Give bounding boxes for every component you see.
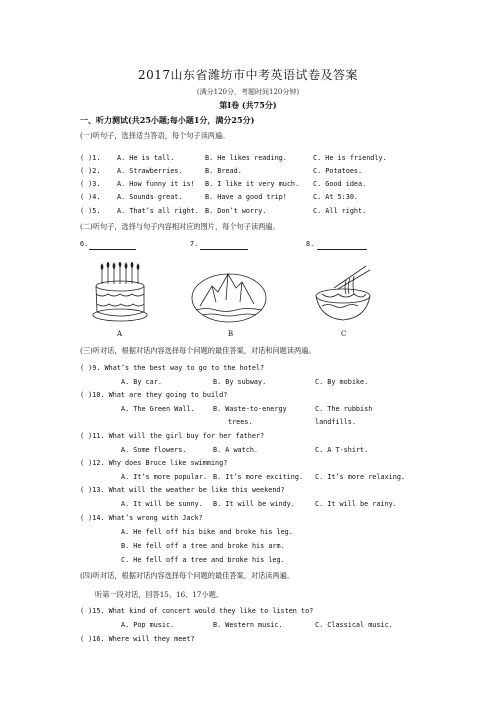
- q12-option-a: A. It’s more popular.: [121, 473, 207, 481]
- q1-option-b: B. He likes reading.: [205, 154, 287, 162]
- q11-stem: ( )11. What will the girl buy for her father?: [80, 432, 265, 440]
- q4-option-c: C. At 5:30.: [313, 193, 359, 201]
- q11-option-a: A. Some flowers.: [121, 446, 187, 454]
- picture-c-label: C: [341, 330, 347, 338]
- q15-stem: ( )15. What kind of concert would they like to listen to?: [80, 607, 314, 615]
- q3-option-b: B. I like it very much.: [205, 180, 300, 188]
- q2-number: ( )2.: [80, 167, 101, 175]
- q11-option-c: C. A T-shirt.: [315, 446, 369, 454]
- q5-option-a: A. That’s all right.: [117, 207, 199, 215]
- q4-option-a: A. Sounds great.: [117, 193, 183, 201]
- q10-option-c: C. The rubbish: [315, 405, 373, 413]
- q15-option-b: B. Western music.: [213, 621, 283, 629]
- q13-option-c: C. It will be rainy.: [315, 500, 397, 508]
- q15-option-a: A. Pop music.: [121, 621, 175, 629]
- q2-option-c: C. Potatoes.: [313, 167, 363, 175]
- q16-stem: ( )16. Where will they meet?: [80, 635, 195, 643]
- q2-option-b: B. Bread.: [205, 167, 242, 175]
- part3-instruction: (三)听对话，根据对话内容选择每个问题的最佳答案，对话和问题读两遍。: [80, 346, 316, 355]
- part2-instruction: (二)听句子，选择与句子内容相对应的图片，每个句子读两遍。: [80, 222, 280, 231]
- noodle-bowl-picture: [312, 262, 374, 324]
- q1-number: ( )1.: [80, 154, 101, 162]
- q1-option-a: A. He is tall.: [117, 154, 175, 162]
- q1-option-c: C. He is friendly.: [313, 154, 387, 162]
- part1-instruction: (一)听句子，选择适当答语，每个句子读两遍。: [80, 131, 230, 140]
- q12-stem: ( )12. Why does Bruce like swimming?: [80, 459, 228, 467]
- q13-stem: ( )13. What will the weather be like this weekend?: [80, 486, 285, 494]
- q13-option-a: A. It will be sunny.: [121, 500, 203, 508]
- q5-number: ( )5.: [80, 207, 101, 215]
- q4-option-b: B. Have a good trip!: [205, 193, 287, 201]
- q10-stem: ( )10. What are they going to build?: [80, 391, 228, 399]
- answer-blank-6[interactable]: [89, 249, 136, 250]
- part4-instruction: (四)听对话，根据对话内容选择每个问题的最佳答案，对话读两遍。: [80, 571, 295, 580]
- blank-7-number: 7.: [190, 240, 199, 248]
- q10-option-c-cont: landfills.: [315, 418, 356, 426]
- q3-number: ( )3.: [80, 180, 101, 188]
- q2-option-a: A. Strawberries.: [117, 167, 183, 175]
- birthday-cake-picture: [92, 262, 150, 324]
- q4-number: ( )4.: [80, 193, 101, 201]
- q10-option-b: B. Waste-to-energy: [213, 405, 287, 413]
- part-heading: 第Ⅰ卷 (共75分): [219, 100, 277, 110]
- section-heading: 一、听力测试(共25小题;每小题1分，满分25分): [80, 115, 255, 125]
- q10-option-a: A. The Green Wall.: [121, 405, 195, 413]
- q5-option-b: B. Don’t worry.: [205, 207, 267, 215]
- q14-option-b: B. He fell off a tree and broke his arm.: [121, 542, 285, 550]
- q9-option-c: C. By mobike.: [315, 378, 369, 386]
- q9-option-b: B. By subway.: [213, 378, 267, 386]
- q10-option-b-cont: trees.: [228, 418, 253, 426]
- q15-option-c: C. Classical music.: [315, 621, 393, 629]
- picture-b-label: B: [228, 330, 234, 338]
- page-subtitle: (满分120分，考题时间120分钟): [196, 88, 300, 96]
- answer-blank-7[interactable]: [200, 249, 248, 250]
- q3-option-a: A. How funny it is!: [117, 180, 195, 188]
- q12-option-c: C. It’s more relaxing.: [315, 473, 406, 481]
- q14-option-c: C. He fell off a tree and broke his leg.: [121, 556, 285, 564]
- q11-option-b: B. A watch.: [213, 446, 259, 454]
- mountain-island-picture: [190, 262, 268, 324]
- q5-option-c: C. All right.: [313, 207, 367, 215]
- q14-option-a: A. He fell off his bike and broke his leg.: [121, 528, 293, 536]
- part4-note: 听第一段对话，回答15、16、17小题。: [95, 590, 224, 599]
- answer-blank-8[interactable]: [317, 249, 367, 250]
- picture-a-label: A: [117, 330, 123, 338]
- q13-option-b: B. It will be windy.: [213, 500, 295, 508]
- page-title: 2017山东省潍坊市中考英语试卷及答案: [137, 68, 359, 82]
- q14-stem: ( )14. What’s wrong with Jack?: [80, 514, 203, 522]
- q9-stem: ( )9. What’s the best way to go to the hotel?: [80, 364, 265, 372]
- q12-option-b: B. It’s more exciting.: [213, 473, 304, 481]
- blank-6-number: 6.: [80, 240, 89, 248]
- blank-8-number: 8.: [306, 240, 315, 248]
- q9-option-a: A. By car.: [121, 378, 162, 386]
- q3-option-c: C. Good idea.: [313, 180, 367, 188]
